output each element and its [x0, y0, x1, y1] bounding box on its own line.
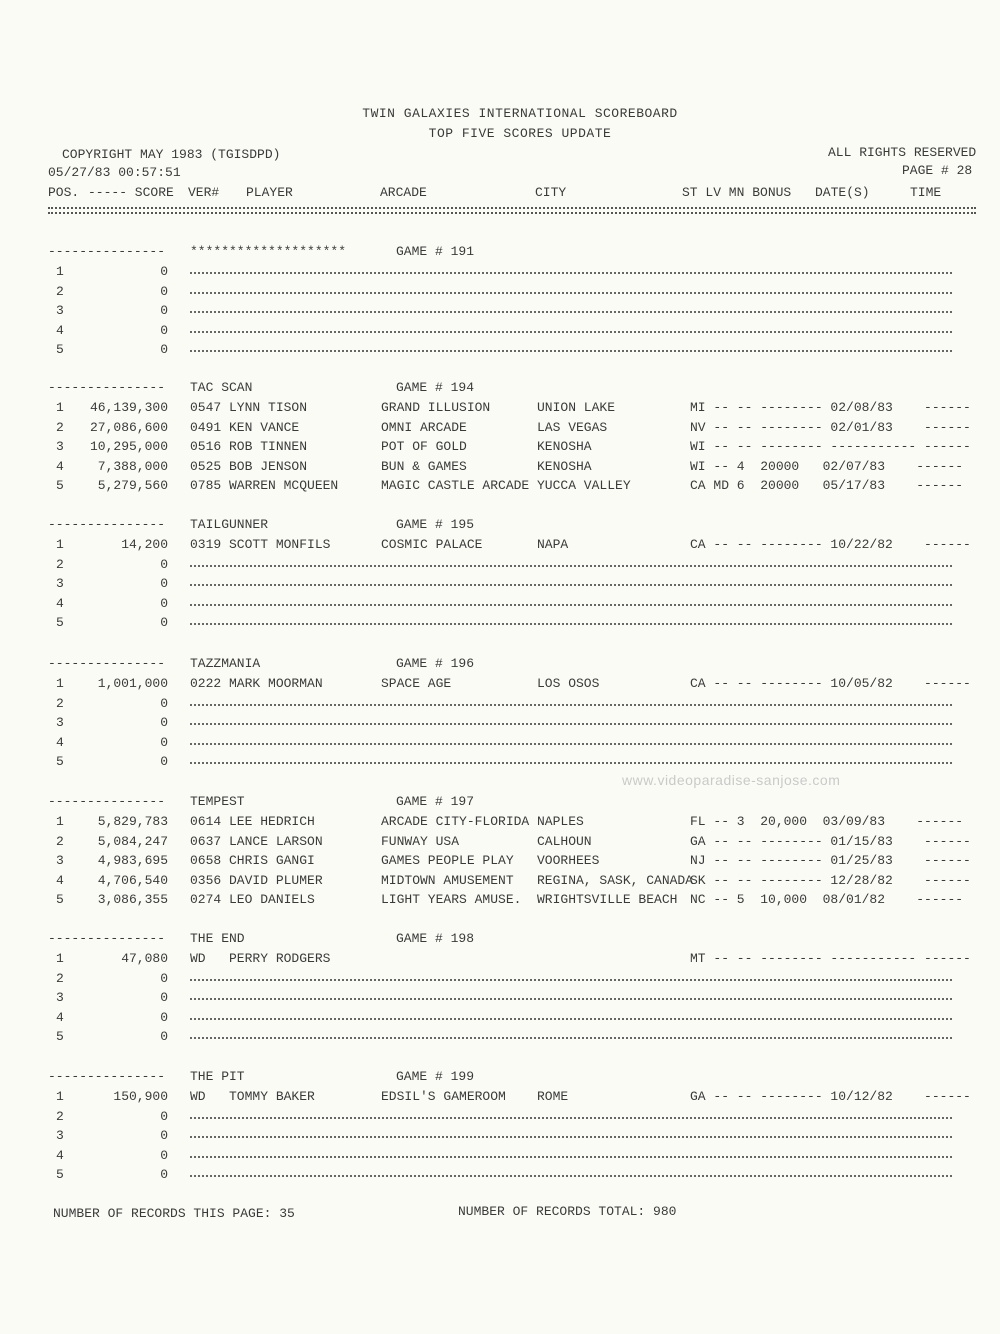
rank-position: 1 — [56, 814, 64, 829]
score-row — [0, 735, 1000, 754]
player-name: 0785 WARREN MCQUEEN — [190, 478, 339, 494]
rank-position: 2 — [56, 970, 64, 986]
arcade-name: OMNI ARCADE — [381, 419, 467, 435]
watermark: www.videoparadise-sanjose.com — [622, 772, 841, 788]
score-row — [0, 754, 1000, 773]
rank-position: 1 — [56, 264, 64, 279]
state-level-bonus-date: SK -- -- -------- 12/28/82 ------ — [690, 872, 971, 888]
score-value: 0 — [160, 1147, 168, 1163]
game-number: GAME # 191 — [396, 244, 475, 259]
arcade-name: COSMIC PALACE — [381, 537, 483, 552]
rank-position: 5 — [56, 892, 64, 908]
arcade-name: LIGHT YEARS AMUSE. — [381, 892, 522, 908]
copyright-notice: COPYRIGHT MAY 1983 (TGISDPD) — [62, 147, 281, 162]
score-value: 0 — [160, 990, 168, 1006]
score-value: 0 — [160, 1128, 168, 1144]
arcade-name: POT OF GOLD — [381, 439, 467, 455]
state-level-bonus-date: NV -- -- -------- 02/01/83 ------ — [690, 419, 971, 435]
rank-position: 3 — [56, 990, 64, 1006]
game-section — [0, 794, 1000, 919]
arcade-name: EDSIL'S GAMEROOM — [381, 1089, 506, 1104]
city-name: KENOSHA — [537, 458, 592, 474]
score-value: 3,086,355 — [97, 892, 168, 908]
player-name: 0274 LEO DANIELS — [190, 892, 315, 908]
rank-position: 4 — [56, 872, 64, 888]
city-name: LOS OSOS — [537, 676, 600, 691]
page-number: PAGE # 28 — [902, 163, 973, 178]
score-value: 0 — [160, 1167, 168, 1183]
score-value: 0 — [160, 264, 168, 279]
state-level-bonus-date: WI -- 4 20000 02/07/83 ------ — [690, 458, 964, 474]
score-row — [0, 400, 1000, 419]
rank-position: 3 — [56, 1128, 64, 1144]
rank-position: 3 — [56, 853, 64, 869]
state-level-bonus-date: GA -- -- -------- 10/12/82 ------ — [690, 1089, 971, 1104]
rank-position: 4 — [56, 595, 64, 611]
score-row — [0, 814, 1000, 833]
report-datetime: 05/27/83 00:57:51 — [48, 165, 181, 180]
player-name: WD PERRY RODGERS — [190, 951, 331, 966]
rank-position: 2 — [56, 419, 64, 435]
rank-position: 5 — [56, 1029, 64, 1045]
city-name: ROME — [537, 1089, 569, 1104]
rank-position: 5 — [56, 1167, 64, 1183]
game-name: ******************** — [190, 244, 347, 259]
score-row — [0, 1089, 1000, 1108]
player-name: 0547 LYNN TISON — [190, 400, 308, 415]
col-date: DATE(S) — [815, 185, 870, 200]
arcade-name: MAGIC CASTLE ARCADE — [381, 478, 530, 494]
arcade-name: FUNWAY USA — [381, 833, 460, 849]
score-value: 0 — [160, 970, 168, 986]
score-row — [0, 1029, 1000, 1048]
score-value: 0 — [160, 556, 168, 572]
game-section — [0, 244, 1000, 369]
score-value: 5,829,783 — [97, 814, 168, 829]
empty-entry-dots — [190, 623, 952, 625]
player-name: 0637 LANCE LARSON — [190, 833, 323, 849]
total-records-count: NUMBER OF RECORDS TOTAL: 980 — [458, 1204, 677, 1219]
player-name: WD TOMMY BAKER — [190, 1089, 315, 1104]
score-row — [0, 439, 1000, 458]
state-level-bonus-date: MI -- -- -------- 02/08/83 ------ — [690, 400, 971, 415]
empty-entry-dots — [190, 979, 952, 981]
player-name: 0516 ROB TINNEN — [190, 439, 308, 455]
score-row — [0, 264, 1000, 283]
col-player: PLAYER — [246, 185, 293, 200]
score-value: 1,001,000 — [97, 676, 168, 691]
score-value: 0 — [160, 715, 168, 731]
city-name: CALHOUN — [537, 833, 592, 849]
arcade-name: GRAND ILLUSION — [381, 400, 491, 415]
col-ver: VER# — [188, 185, 220, 200]
empty-entry-dots — [190, 762, 952, 764]
score-value: 0 — [160, 754, 168, 770]
score-value: 0 — [160, 283, 168, 299]
score-row — [0, 1109, 1000, 1128]
city-name: REGINA, SASK, CANADA — [537, 872, 694, 888]
empty-entry-dots — [190, 723, 952, 725]
game-number: GAME # 198 — [396, 931, 475, 946]
section-divider: --------------- — [48, 794, 166, 809]
section-divider: --------------- — [48, 931, 166, 946]
city-name: VOORHEES — [537, 853, 600, 869]
score-value: 5,279,560 — [97, 478, 168, 494]
score-row — [0, 342, 1000, 361]
score-row — [0, 557, 1000, 576]
score-row — [0, 951, 1000, 970]
empty-entry-dots — [190, 292, 952, 294]
city-name: NAPLES — [537, 814, 584, 829]
page-records-count: NUMBER OF RECORDS THIS PAGE: 35 — [53, 1206, 295, 1221]
section-divider: --------------- — [48, 1069, 166, 1084]
rank-position: 3 — [56, 303, 64, 319]
game-number: GAME # 195 — [396, 517, 475, 532]
score-value: 4,983,695 — [97, 853, 168, 869]
state-level-bonus-date: WI -- -- -------- ----------- ------ — [690, 439, 971, 455]
score-row — [0, 892, 1000, 911]
rank-position: 1 — [56, 400, 64, 415]
col-pos: POS. — [48, 185, 80, 200]
score-value: 47,080 — [121, 951, 168, 966]
game-name: THE PIT — [190, 1069, 245, 1084]
score-row — [0, 537, 1000, 556]
empty-entry-dots — [190, 584, 952, 586]
city-name: WRIGHTSVILLE BEACH — [537, 892, 678, 908]
report-subtitle: TOP FIVE SCORES UPDATE — [428, 126, 612, 141]
state-level-bonus-date: CA -- -- -------- 10/22/82 ------ — [690, 537, 971, 552]
score-value: 0 — [160, 322, 168, 338]
score-value: 0 — [160, 1009, 168, 1025]
rank-position: 3 — [56, 576, 64, 592]
score-value: 10,295,000 — [89, 439, 168, 455]
city-name: NAPA — [537, 537, 569, 552]
state-level-bonus-date: NC -- 5 10,000 08/01/82 ------ — [690, 892, 964, 908]
col-arcade: ARCADE — [380, 185, 427, 200]
rank-position: 3 — [56, 439, 64, 455]
rank-position: 5 — [56, 615, 64, 631]
player-name: 0525 BOB JENSON — [190, 458, 308, 474]
city-name: UNION LAKE — [537, 400, 616, 415]
state-level-bonus-date: NJ -- -- -------- 01/25/83 ------ — [690, 853, 971, 869]
empty-entry-dots — [190, 1037, 952, 1039]
rank-position: 4 — [56, 1009, 64, 1025]
game-number: GAME # 194 — [396, 380, 475, 395]
arcade-name: ARCADE CITY-FLORIDA — [381, 814, 530, 829]
state-level-bonus-date: FL -- 3 20,000 03/09/83 ------ — [690, 814, 964, 829]
score-row — [0, 696, 1000, 715]
arcade-name: SPACE AGE — [381, 676, 452, 691]
rank-position: 1 — [56, 951, 64, 966]
empty-entry-dots — [190, 1136, 952, 1138]
score-row — [0, 971, 1000, 990]
state-level-bonus-date: CA MD 6 20000 05/17/83 ------ — [690, 478, 964, 494]
score-value: 150,900 — [113, 1089, 168, 1104]
report-title: TWIN GALAXIES INTERNATIONAL SCOREBOARD — [362, 106, 678, 121]
rank-position: 2 — [56, 1108, 64, 1124]
score-value: 5,084,247 — [97, 833, 168, 849]
score-row — [0, 459, 1000, 478]
score-value: 4,706,540 — [97, 872, 168, 888]
score-value: 0 — [160, 342, 168, 358]
game-name: TEMPEST — [190, 794, 245, 809]
rank-position: 4 — [56, 322, 64, 338]
player-name: 0356 DAVID PLUMER — [190, 872, 323, 888]
rank-position: 5 — [56, 478, 64, 494]
col-flags: ST LV MN BONUS — [682, 185, 792, 200]
empty-entry-dots — [190, 743, 952, 745]
score-value: 0 — [160, 1108, 168, 1124]
header-divider-second — [48, 212, 976, 214]
score-value: 46,139,300 — [89, 400, 168, 415]
game-name: THE END — [190, 931, 245, 946]
empty-entry-dots — [190, 998, 952, 1000]
score-row — [0, 420, 1000, 439]
empty-entry-dots — [190, 331, 952, 333]
empty-entry-dots — [190, 272, 952, 274]
rank-position: 4 — [56, 734, 64, 750]
score-row — [0, 853, 1000, 872]
score-row — [0, 676, 1000, 695]
empty-entry-dots — [190, 350, 952, 352]
empty-entry-dots — [190, 604, 952, 606]
state-level-bonus-date: MT -- -- -------- ----------- ------ — [690, 951, 971, 966]
rank-position: 2 — [56, 695, 64, 711]
score-row — [0, 1148, 1000, 1167]
game-section — [0, 931, 1000, 1056]
arcade-name: GAMES PEOPLE PLAY — [381, 853, 514, 869]
score-row — [0, 990, 1000, 1009]
score-value: 0 — [160, 595, 168, 611]
score-value: 0 — [160, 615, 168, 631]
state-level-bonus-date: GA -- -- -------- 01/15/83 ------ — [690, 833, 971, 849]
score-row — [0, 834, 1000, 853]
player-name: 0222 MARK MOORMAN — [190, 676, 323, 691]
empty-entry-dots — [190, 1175, 952, 1177]
score-row — [0, 615, 1000, 634]
empty-entry-dots — [190, 704, 952, 706]
city-name: KENOSHA — [537, 439, 592, 455]
rank-position: 5 — [56, 342, 64, 358]
score-value: 14,200 — [121, 537, 168, 552]
score-row — [0, 576, 1000, 595]
rank-position: 4 — [56, 458, 64, 474]
game-number: GAME # 197 — [396, 794, 475, 809]
empty-entry-dots — [190, 311, 952, 313]
score-row — [0, 596, 1000, 615]
score-row — [0, 873, 1000, 892]
state-level-bonus-date: CA -- -- -------- 10/05/82 ------ — [690, 676, 971, 691]
rank-position: 5 — [56, 754, 64, 770]
city-name: YUCCA VALLEY — [537, 478, 631, 494]
score-row — [0, 715, 1000, 734]
rank-position: 2 — [56, 833, 64, 849]
game-section — [0, 380, 1000, 505]
rank-position: 1 — [56, 676, 64, 691]
rank-position: 4 — [56, 1147, 64, 1163]
score-value: 7,388,000 — [97, 458, 168, 474]
score-value: 27,086,600 — [89, 419, 168, 435]
game-section — [0, 517, 1000, 642]
section-divider: --------------- — [48, 244, 166, 259]
score-value: 0 — [160, 303, 168, 319]
score-value: 0 — [160, 1029, 168, 1045]
rank-position: 1 — [56, 537, 64, 552]
player-name: 0319 SCOTT MONFILS — [190, 537, 331, 552]
score-row — [0, 1167, 1000, 1186]
city-name: LAS VEGAS — [537, 419, 608, 435]
game-name: TAC SCAN — [190, 380, 253, 395]
section-divider: --------------- — [48, 517, 166, 532]
arcade-name: BUN & GAMES — [381, 458, 467, 474]
player-name: 0491 KEN VANCE — [190, 419, 300, 435]
header-divider — [48, 207, 976, 209]
score-row — [0, 478, 1000, 497]
section-divider: --------------- — [48, 656, 166, 671]
game-name: TAILGUNNER — [190, 517, 269, 532]
player-name: 0658 CHRIS GANGI — [190, 853, 315, 869]
game-name: TAZZMANIA — [190, 656, 261, 671]
score-row — [0, 323, 1000, 342]
score-value: 0 — [160, 695, 168, 711]
rank-position: 1 — [56, 1089, 64, 1104]
empty-entry-dots — [190, 565, 952, 567]
section-divider: --------------- — [48, 380, 166, 395]
game-section — [0, 656, 1000, 781]
player-name: 0614 LEE HEDRICH — [190, 814, 315, 829]
score-row — [0, 303, 1000, 322]
col-city: CITY — [535, 185, 567, 200]
game-number: GAME # 199 — [396, 1069, 475, 1084]
score-value: 0 — [160, 576, 168, 592]
arcade-name: MIDTOWN AMUSEMENT — [381, 872, 514, 888]
rank-position: 2 — [56, 283, 64, 299]
rank-position: 3 — [56, 715, 64, 731]
score-row — [0, 1010, 1000, 1029]
col-time: TIME — [910, 185, 942, 200]
rights-notice: ALL RIGHTS RESERVED — [828, 145, 977, 160]
empty-entry-dots — [190, 1117, 952, 1119]
empty-entry-dots — [190, 1156, 952, 1158]
game-number: GAME # 196 — [396, 656, 475, 671]
col-score: ----- SCORE — [88, 185, 174, 200]
score-row — [0, 1128, 1000, 1147]
rank-position: 2 — [56, 556, 64, 572]
score-value: 0 — [160, 734, 168, 750]
score-row — [0, 284, 1000, 303]
game-section — [0, 1069, 1000, 1194]
empty-entry-dots — [190, 1018, 952, 1020]
